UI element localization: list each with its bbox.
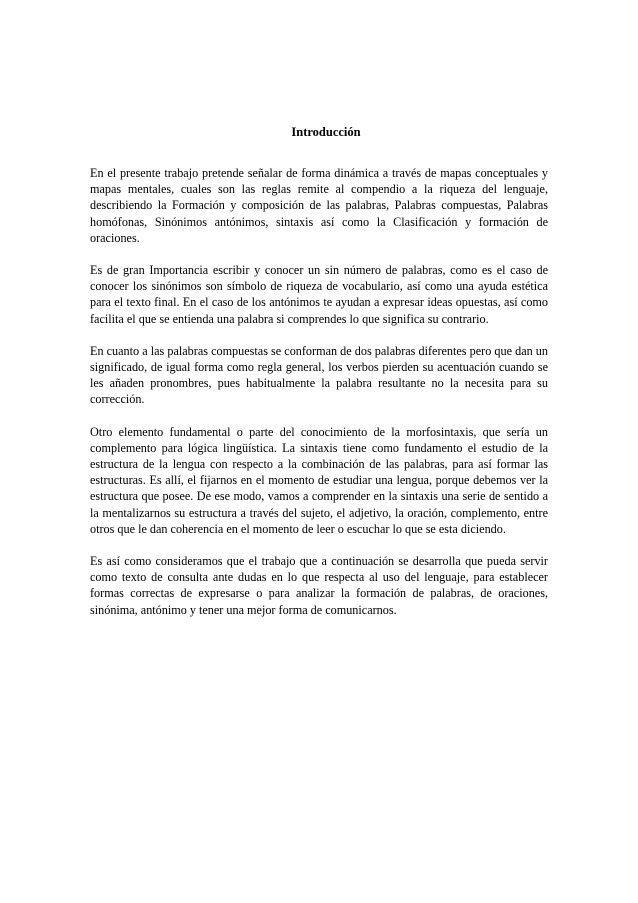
page-title: Introducción xyxy=(291,125,361,139)
paragraph-5: Es así como consideramos que el trabajo que a continuación se desarrolla que pueda servir como texto de consulta ante dudas en lo que respecta al uso del lenguaje, para establecer formas correctas de expresarse o para analizar la formación de palabras, de oraciones, sinónima, antónimo y tener una mejor forma de comunicarnos. xyxy=(90,554,548,617)
paragraph-2: Es de gran Importancia escribir y conocer un sin número de palabras, como es el caso de conocer los sinónimos son símbolo de riqueza de vocabulario, así como una ayuda estética para el texto final. En el caso de los antónimos te ayudan a expresar ideas opuestas, así como facilita el que se entienda una palabra si comprendes lo que significa su contrario. xyxy=(90,263,548,326)
paragraph-3: En cuanto a las palabras compuestas se conforman de dos palabras diferentes pero que dan un significado, de igual forma como regla general, los verbos pierden su acentuación cuando se les añaden pronombres, pues habitualmente la palabra resultante no la necesita para su corrección. xyxy=(90,343,548,407)
paragraph-4: Otro elemento fundamental o parte del conocimiento de la morfosintaxis, que sería un complemento para lógica lingüística. La sintaxis tiene como fundamento el estudio de la estructura de la lengua con respecto a la combinación de las palabras, para así formar las estructuras. Es allí, el fijarnos en el momento de estudiar una lengua, porque debemos ver la estructura que posee. De ese modo, vamos a comprender en la sintaxis una serie de sentido a la mentalizarnos su estructura a través del sujeto, el adjetivo, la oración, complemento, entre otros que le dan coherencia en el momento de leer o escuchar lo que se esta diciendo. xyxy=(90,424,548,536)
paragraph-1: En el presente trabajo pretende señalar de forma dinámica a través de mapas conceptuales y mapas mentales, cuales son las reglas remite al compendio a la riqueza del lenguaje, describiendo la Formación y composición de las palabras, Palabras compuestas, Palabras homófonas, Sinónimos antónimos, sintaxis así como la Clasificación y formación de oraciones. xyxy=(90,166,548,245)
document-page xyxy=(90,124,548,634)
